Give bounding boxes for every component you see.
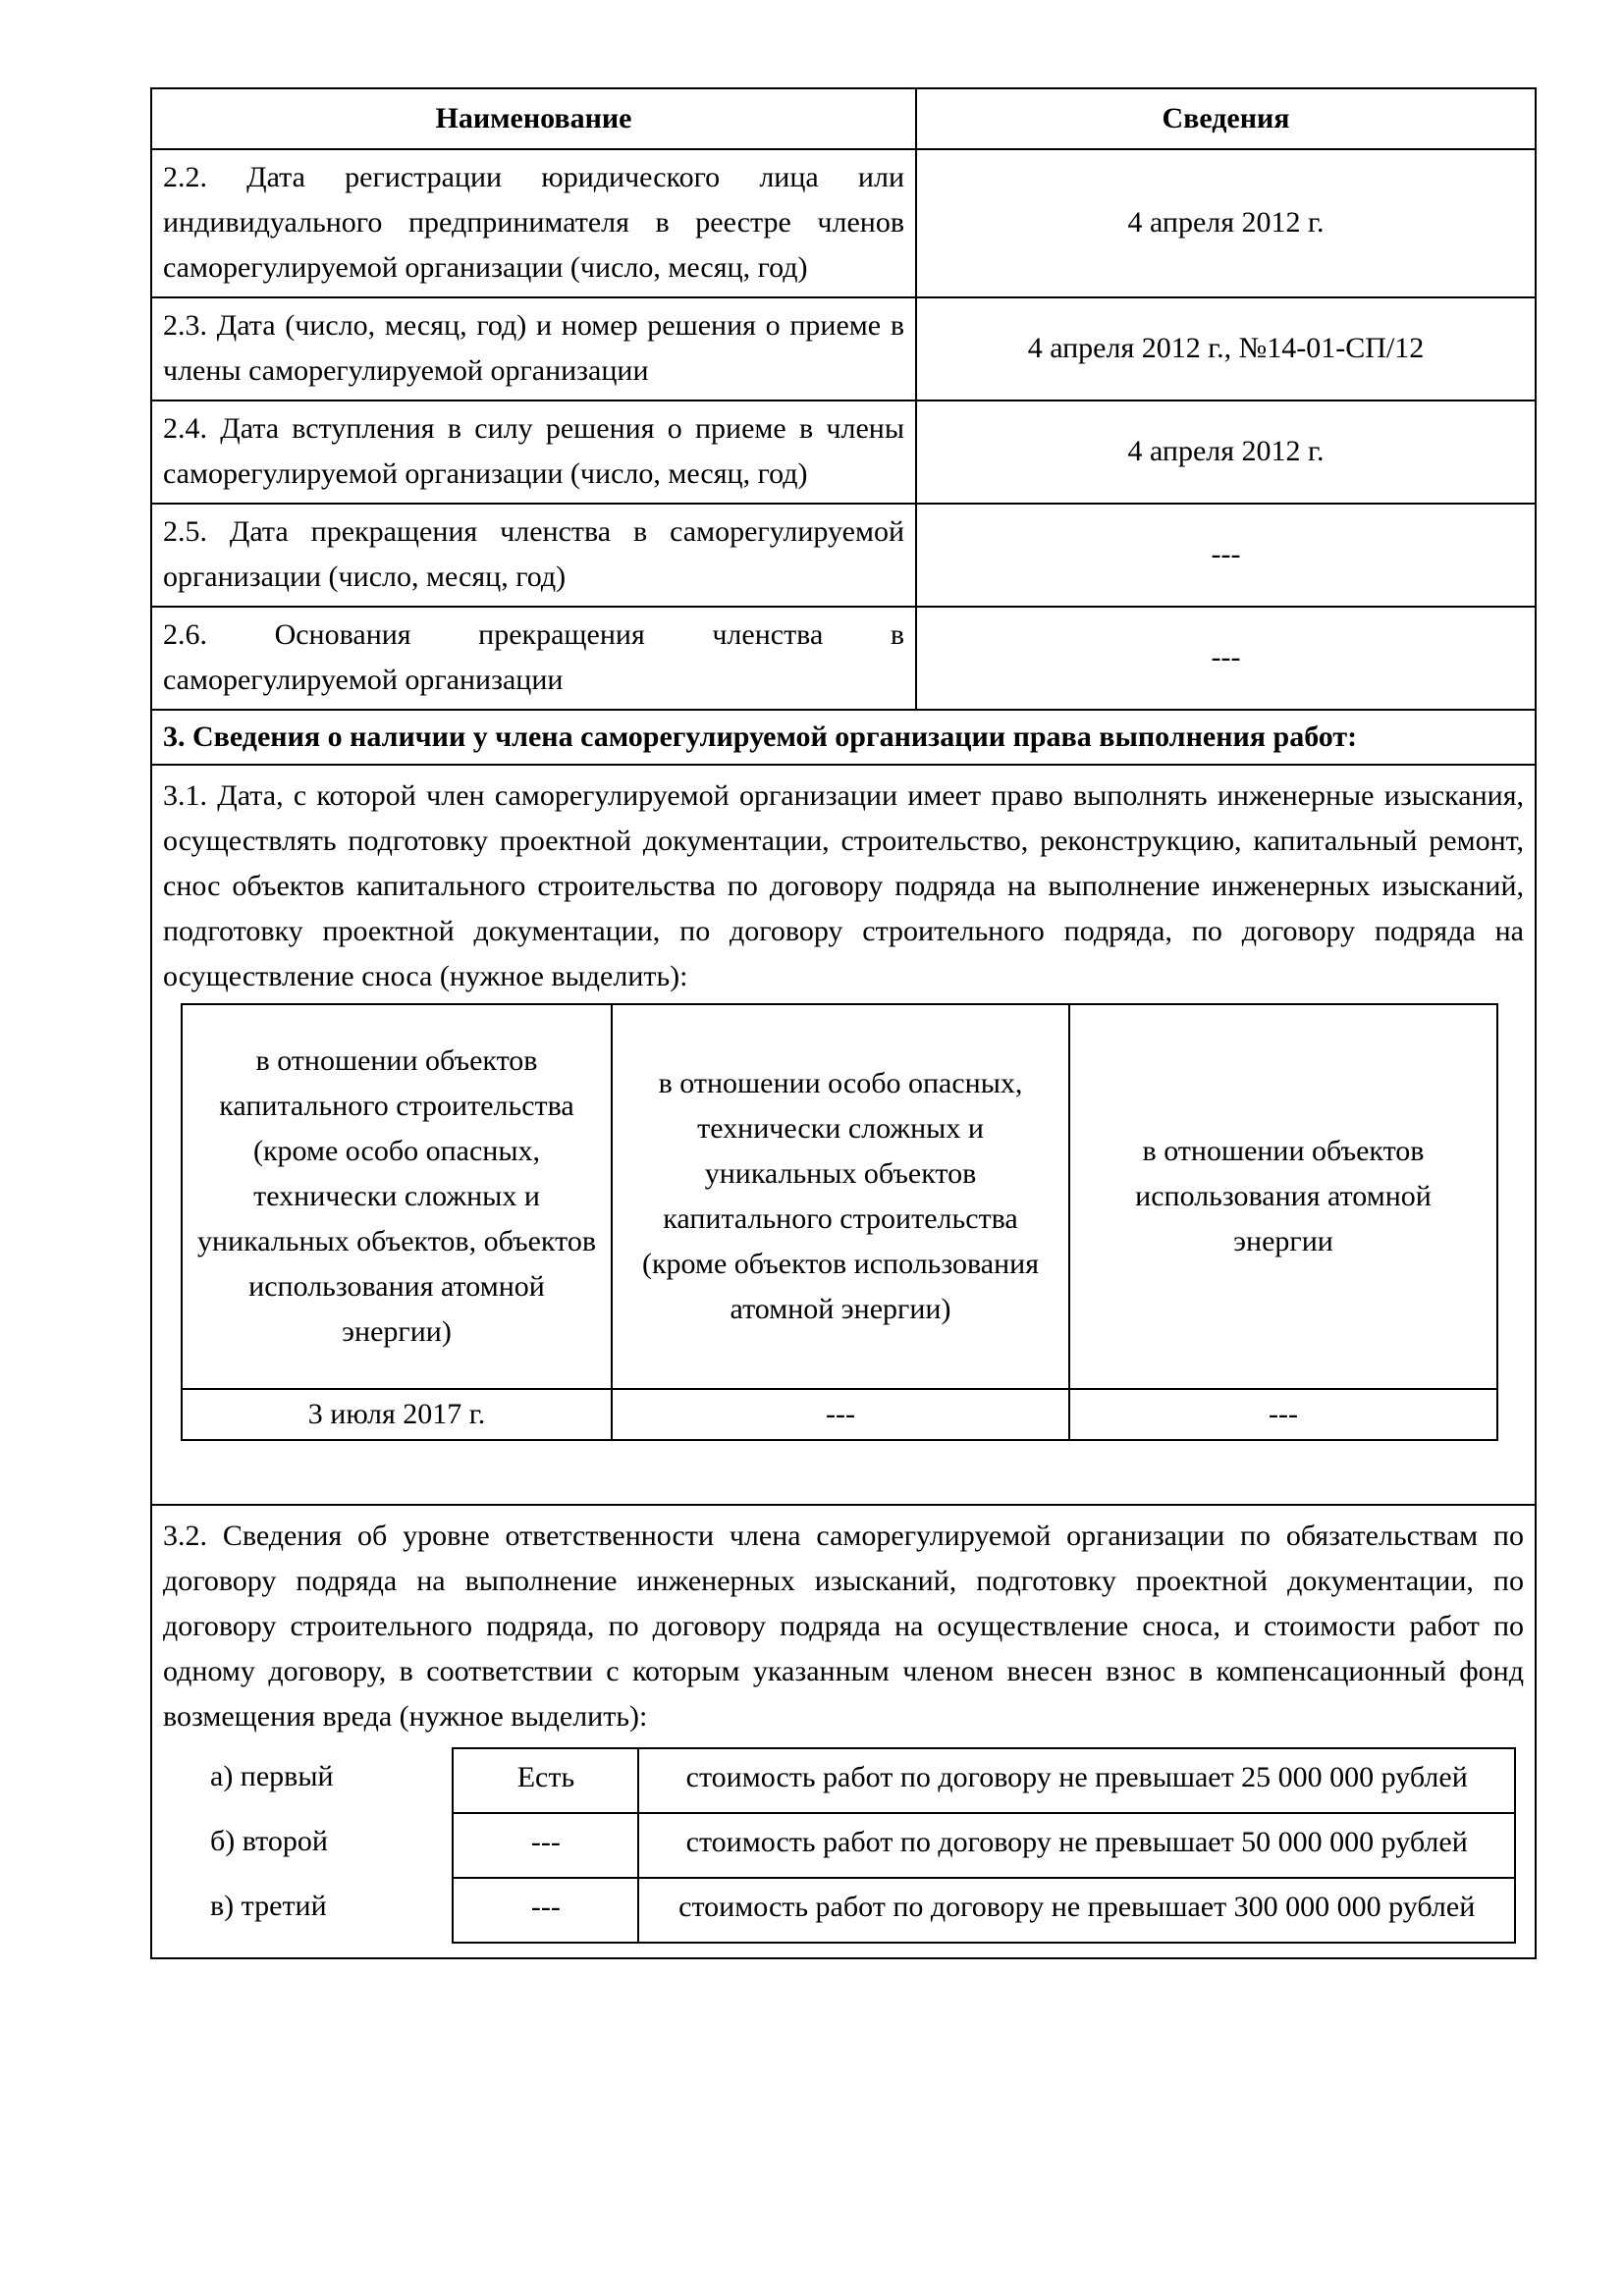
section-3-1-cell	[151, 765, 1536, 1505]
table-row	[151, 504, 1536, 607]
row-label: 2.4. Дата вступления в силу решения о приеме в члены саморегулируемой организации (число, месяц, год)	[151, 400, 916, 504]
level-presence: ---	[453, 1878, 638, 1943]
level-row	[181, 1748, 1515, 1813]
level-description: стоимость работ по договору не превышает 50 000 000 рублей	[638, 1813, 1515, 1878]
level-label: б) второй	[210, 1825, 328, 1857]
table-row	[151, 607, 1536, 710]
document-page	[150, 87, 1536, 1959]
spacer	[163, 1441, 1524, 1496]
level-description: стоимость работ по договору не превышает 300 000 000 рублей	[638, 1878, 1515, 1943]
row-value: 4 апреля 2012 г., №14-01-СП/12	[916, 297, 1536, 400]
level-row	[181, 1813, 1515, 1878]
section-3-2-row	[151, 1505, 1536, 1958]
table-header-row	[151, 88, 1536, 149]
level-description: стоимость работ по договору не превышает 25 000 000 рублей	[638, 1748, 1515, 1813]
row-label: 2.6. Основания прекращения членства в саморегулируемой организации	[151, 607, 916, 710]
row-label: 2.5. Дата прекращения членства в саморегулируемой организации (число, месяц, год)	[151, 504, 916, 607]
column-header-hazardous: в отношении особо опасных, технически сложных и уникальных объектов капитального строительства (кроме объектов использования атомной энергии)	[612, 1004, 1069, 1389]
level-label: в) третий	[210, 1890, 327, 1922]
work-rights-header-row	[182, 1004, 1497, 1389]
membership-table	[150, 87, 1537, 1959]
section-3-1-row	[151, 765, 1536, 1505]
level-presence: Есть	[453, 1748, 638, 1813]
row-value: 4 апреля 2012 г.	[916, 149, 1536, 297]
header-info: Сведения	[916, 88, 1536, 149]
value-nuclear: ---	[1069, 1389, 1497, 1440]
section-3-2-text: 3.2. Сведения об уровне ответственности члена саморегулируемой организации по обязательствам по договору подряда на выполнение инженерных изысканий, подготовку проектной документации, по договору строительного подряда, по договору подряда на осуществление сноса, и стоимости работ по одному договору, в соответствии с которым указанным членом внесен взнос в компенсационный фонд возмещения вреда (нужное выделить):	[163, 1520, 1524, 1733]
row-value: ---	[916, 607, 1536, 710]
section-3-1-text: 3.1. Дата, с которой член саморегулируемой организации имеет право выполнять инженерные изыскания, осуществлять подготовку проектной документации, строительство, реконструкцию, капитальный ремонт, снос объектов капитального строительства по договору подряда на выполнение инженерных изысканий, подготовку проектной документации, по договору строительного подряда, по договору подряда на осуществление сноса (нужное выделить):	[163, 779, 1524, 992]
level-label: а) первый	[210, 1760, 334, 1792]
column-header-regular: в отношении объектов капитального строительства (кроме особо опасных, технически сложных и уникальных объектов, объектов использования атомной энергии)	[182, 1004, 612, 1389]
column-header-nuclear: в отношении объектов использования атомной энергии	[1069, 1004, 1497, 1389]
row-label: 2.3. Дата (число, месяц, год) и номер решения о приеме в члены саморегулируемой организации	[151, 297, 916, 400]
section-3-title: 3. Сведения о наличии у члена саморегулируемой организации права выполнения работ:	[151, 710, 1536, 765]
table-row	[151, 400, 1536, 504]
level-row	[181, 1878, 1515, 1943]
row-label: 2.2. Дата регистрации юридического лица или индивидуального предпринимателя в реестре членов саморегулируемой организации (число, месяц, год)	[151, 149, 916, 297]
table-row	[151, 297, 1536, 400]
row-value: ---	[916, 504, 1536, 607]
section-3-row	[151, 710, 1536, 765]
work-rights-values-row	[182, 1389, 1497, 1440]
work-rights-table	[181, 1003, 1498, 1441]
table-row	[151, 149, 1536, 297]
row-value: 4 апреля 2012 г.	[916, 400, 1536, 504]
value-regular: 3 июля 2017 г.	[182, 1389, 612, 1440]
value-hazardous: ---	[612, 1389, 1069, 1440]
level-presence: ---	[453, 1813, 638, 1878]
header-name: Наименование	[151, 88, 916, 149]
section-3-2-cell	[151, 1505, 1536, 1958]
responsibility-levels-table	[181, 1747, 1516, 1944]
